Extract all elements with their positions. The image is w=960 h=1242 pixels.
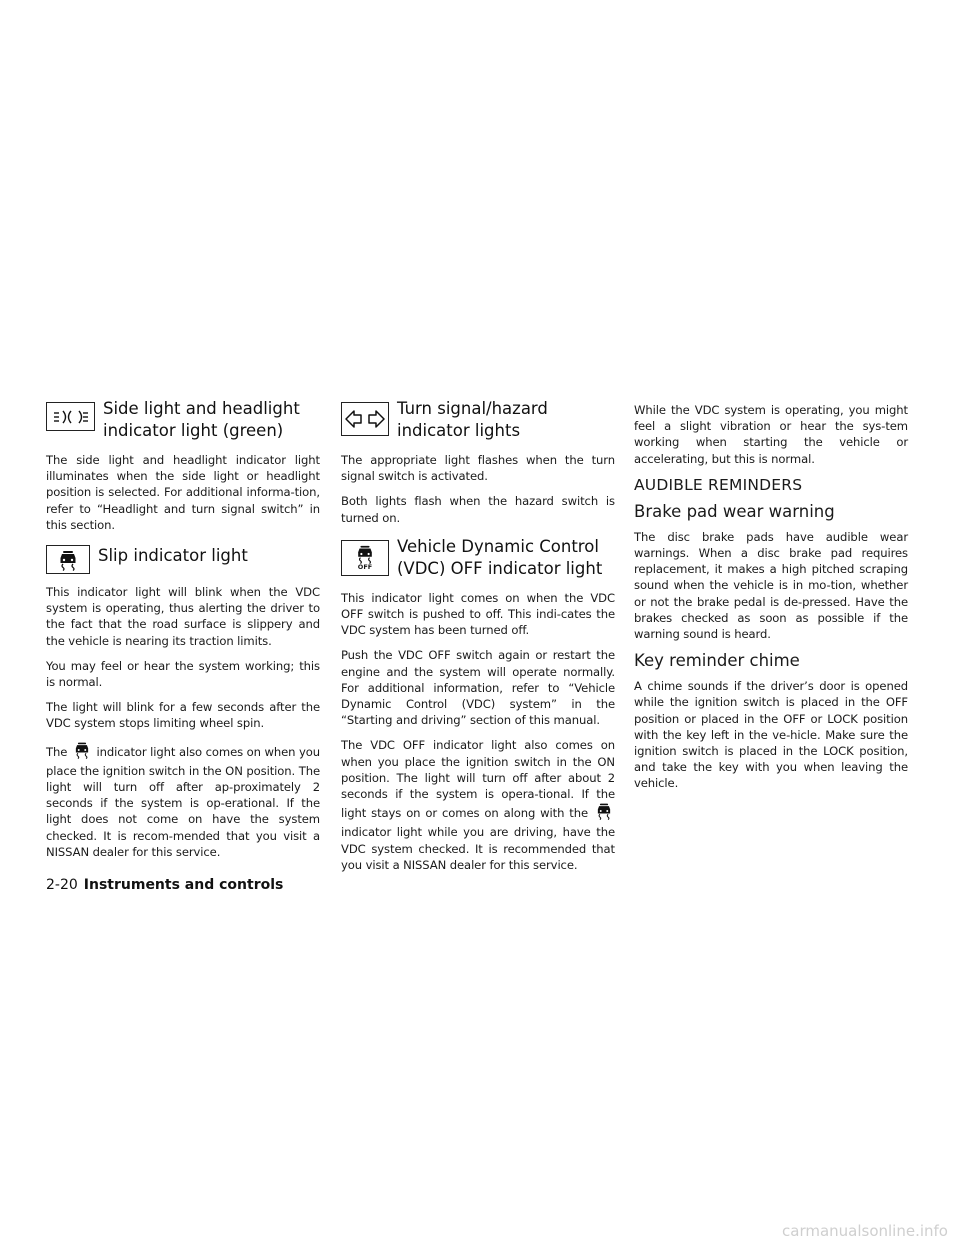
turn-signal-title bbox=[397, 398, 548, 442]
slip-p4-after: indicator light also comes on when you place the ignition switch in the ON position. The light will turn off after ap-proximately 2 seconds if the system is op-erational. If the light does not come on have the system checked. It is recom-mended that you visit a NISSAN dealer for this service. bbox=[46, 744, 320, 859]
slip-p4-before: The bbox=[46, 744, 68, 759]
turn-signal-paragraph-2: Both lights flash when the hazard switch is turned on. bbox=[341, 494, 615, 525]
slip-title: Slip indicator light bbox=[98, 546, 248, 566]
slip-paragraph-2: You may feel or hear the system working; this is normal. bbox=[46, 658, 320, 690]
slip-indicator-inline-icon-2 bbox=[595, 802, 613, 824]
vdc-operating-paragraph: While the VDC system is operating, you might feel a slight vibration or hear the sys-tem working when starting the vehicle or accelerating, but this is normal. bbox=[634, 403, 908, 466]
vdc-off-title-line1: Vehicle Dynamic Control bbox=[397, 536, 599, 556]
slip-paragraph-3: The light will blink for a few seconds after the VDC system stops limiting wheel spin. bbox=[46, 700, 320, 731]
footer-section-title: Instruments and controls bbox=[83, 877, 284, 893]
side-light-icon bbox=[46, 402, 95, 431]
vdc-off-title bbox=[397, 536, 602, 580]
page-number: 2-20 bbox=[46, 877, 78, 893]
side-light-paragraph: The side light and headlight indicator light illuminates when the side light or headlight position is selected. For additional informa-tion, refer to “Headlight and turn signal switch” in this section. bbox=[46, 453, 320, 532]
vdc-off-paragraph-2: Push the VDC OFF switch again or restart the engine and the system will operate normally. For additional information, refer to “Vehicle Dynamic Control (VDC) system” in the “Starting and driving” section of this manual. bbox=[341, 648, 615, 728]
vdc-off-icon-label: OFF bbox=[357, 563, 373, 572]
audible-reminders-heading: AUDIBLE REMINDERS bbox=[634, 475, 803, 494]
vdc-off-heading bbox=[341, 536, 615, 580]
turn-signal-title-line2: indicator lights bbox=[397, 421, 521, 440]
vdc-off-p3-after: indicator light while you are driving, have the VDC system checked. It is recommended that you visit a NISSAN dealer for this service. bbox=[341, 825, 615, 872]
column-3 bbox=[634, 402, 908, 801]
slip-heading bbox=[46, 545, 320, 574]
turn-signal-title-line1: Turn signal/hazard bbox=[397, 399, 548, 418]
slip-paragraph-1: This indicator light will blink when the VDC system is operating, thus alerting the driver to the fact that the road surface is slippery and the vehicle is nearing its traction limits. bbox=[46, 585, 320, 648]
turn-signal-heading bbox=[341, 398, 615, 442]
vdc-off-title-line2: (VDC) OFF indicator light bbox=[397, 558, 603, 578]
column-1 bbox=[46, 398, 320, 869]
slip-indicator-inline-icon bbox=[73, 741, 91, 763]
brake-pad-heading: Brake pad wear warning bbox=[634, 501, 835, 521]
side-light-heading bbox=[46, 398, 320, 442]
vdc-off-p3-before: The VDC OFF indicator light also comes on when you place the ignition switch in the ON position. The light will turn off after about 2 seconds if the system is opera-tional. If the light stays on or comes on along with the bbox=[341, 738, 615, 821]
slip-indicator-icon bbox=[46, 545, 90, 574]
side-light-title-line1: Side light and headlight bbox=[103, 399, 300, 418]
watermark: carmanualsonline.info bbox=[782, 1222, 948, 1240]
vdc-off-paragraph-1: This indicator light comes on when the VDC OFF switch is pushed to off. This indi-cates the VDC system has been turned off. bbox=[341, 590, 615, 638]
column-2 bbox=[341, 398, 615, 882]
vdc-off-icon bbox=[341, 540, 389, 576]
slip-paragraph-4 bbox=[46, 741, 320, 860]
page-footer bbox=[46, 877, 283, 893]
side-light-title bbox=[103, 398, 300, 442]
vdc-off-paragraph-3 bbox=[341, 737, 615, 873]
brake-pad-paragraph: The disc brake pads have audible wear warnings. When a disc brake pad requires replacement, it makes a high pitched scraping sound when the vehicle is in mo-tion, whether or not the brake pedal is de-pressed. Have the brakes checked as soon as possible if the warning sound is heard. bbox=[634, 529, 908, 642]
turn-signal-paragraph-1: The appropriate light flashes when the turn signal switch is activated. bbox=[341, 453, 615, 484]
side-light-title-line2: indicator light (green) bbox=[103, 421, 284, 440]
key-reminder-heading: Key reminder chime bbox=[634, 651, 800, 671]
key-reminder-paragraph: A chime sounds if the driver’s door is opened while the ignition switch is placed in the OFF position or placed in the OFF or LOCK position with the key left in the ve-hicle. Make sure the ignition switch is placed in the LOCK position, and take the key with you when leaving the vehicle. bbox=[634, 679, 908, 791]
turn-signal-icon bbox=[341, 402, 389, 436]
